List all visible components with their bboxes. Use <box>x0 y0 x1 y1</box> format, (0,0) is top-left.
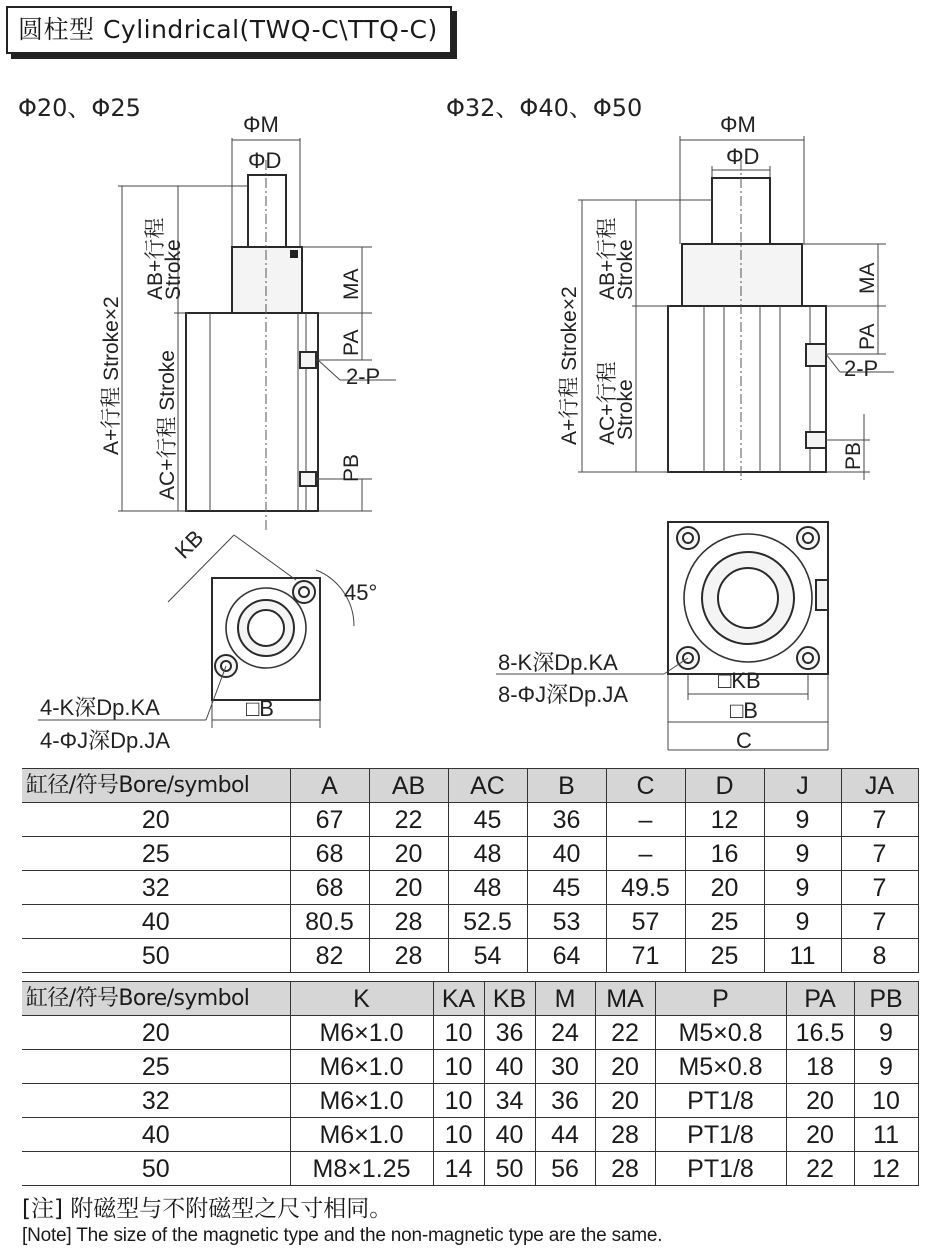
table1-value-cell: 7 <box>841 837 918 871</box>
table2-value-cell: PT1/8 <box>655 1118 786 1152</box>
table2-value-cell: 28 <box>595 1118 655 1152</box>
left-pb-label: PB <box>340 453 363 482</box>
table2-value-cell: 9 <box>854 1050 918 1084</box>
table1-value-cell: 48 <box>448 837 527 871</box>
table1-header-cell: JA <box>841 769 918 803</box>
left-j-label: 4-ΦJ深Dp.JA <box>40 728 171 753</box>
table1-header-cell: 缸径/符号Bore/symbol <box>22 769 290 803</box>
left-ab-stroke-label: Stroke <box>162 239 185 300</box>
right-ma-label: MA <box>856 262 879 294</box>
table1-bore-cell: 20 <box>22 803 290 837</box>
right-ac-label: AC+行程 <box>596 361 619 445</box>
right-j-label: 8-ΦJ深Dp.JA <box>498 682 629 707</box>
table2-value-cell: 10 <box>433 1084 484 1118</box>
right-ac-stroke-label: Stroke <box>614 379 637 440</box>
section-title: 圆柱型 Cylindrical(TWQ-C\TTQ-C) <box>6 6 452 54</box>
right-phiM-label: ΦM <box>720 112 756 137</box>
table2-value-cell: 10 <box>433 1016 484 1050</box>
table2-header-row <box>22 982 918 1016</box>
left-phiM-label: ΦM <box>243 112 279 137</box>
left-b-label: □B <box>246 696 274 721</box>
table1-header-cell: A <box>290 769 369 803</box>
table2-header-cell: P <box>655 982 786 1016</box>
table1-value-cell: 54 <box>448 939 527 973</box>
table1-value-cell: 20 <box>369 837 448 871</box>
left-heading: Φ20、Φ25 <box>18 94 141 122</box>
table1-header-cell: B <box>527 769 606 803</box>
table2-value-cell: 11 <box>854 1118 918 1152</box>
table1-value-cell: 20 <box>369 871 448 905</box>
right-cylinder-body <box>668 306 826 472</box>
table2-value-cell: 22 <box>786 1152 854 1186</box>
table1-value-cell: 36 <box>527 803 606 837</box>
table2-value-cell: 22 <box>595 1016 655 1050</box>
table2-row <box>22 1118 918 1152</box>
table1-value-cell: 9 <box>764 803 841 837</box>
right-a-label: A+行程 Stroke×2 <box>558 286 581 445</box>
table1-value-cell: 52.5 <box>448 905 527 939</box>
table2-value-cell: 12 <box>854 1152 918 1186</box>
left-p-label: 2-P <box>346 364 381 389</box>
table1-row <box>22 837 918 871</box>
table1-value-cell: 68 <box>290 871 369 905</box>
table2-header-cell: K <box>290 982 433 1016</box>
table2-value-cell: M5×0.8 <box>655 1016 786 1050</box>
table1-value-cell: 45 <box>448 803 527 837</box>
table1-value-cell: 7 <box>841 803 918 837</box>
right-phiD-label: ΦD <box>726 144 760 169</box>
table2-header-cell: 缸径/符号Bore/symbol <box>22 982 290 1016</box>
table2-value-cell: M6×1.0 <box>290 1118 433 1152</box>
table2-header-cell: PA <box>786 982 854 1016</box>
table2-header-cell: PB <box>854 982 918 1016</box>
table2-bore-cell: 20 <box>22 1016 290 1050</box>
table1-header-cell: D <box>685 769 764 803</box>
table2-value-cell: M6×1.0 <box>290 1084 433 1118</box>
table2-value-cell: 28 <box>595 1152 655 1186</box>
table2-bore-cell: 50 <box>22 1152 290 1186</box>
table1-header-cell: AC <box>448 769 527 803</box>
table1-value-cell: 25 <box>685 939 764 973</box>
right-p-label: 2-P <box>844 356 879 381</box>
table2-bore-cell: 32 <box>22 1084 290 1118</box>
left-a-label: A+行程 Stroke×2 <box>100 296 123 455</box>
table1-value-cell: 9 <box>764 905 841 939</box>
table1-bore-cell: 32 <box>22 871 290 905</box>
table2-value-cell: 34 <box>484 1084 535 1118</box>
dimension-table-2 <box>22 981 919 1186</box>
table2-row <box>22 1016 918 1050</box>
table2-header-cell: M <box>535 982 595 1016</box>
left-pa-label: PA <box>340 329 363 356</box>
right-ab-stroke-label: Stroke <box>614 239 637 300</box>
table1-value-cell: 53 <box>527 905 606 939</box>
table1-value-cell: 45 <box>527 871 606 905</box>
table1-value-cell: 16 <box>685 837 764 871</box>
right-k-label: 8-K深Dp.KA <box>498 650 618 675</box>
table1-value-cell: 9 <box>764 837 841 871</box>
table1-value-cell: 8 <box>841 939 918 973</box>
table2-value-cell: 20 <box>595 1084 655 1118</box>
table2-value-cell: M6×1.0 <box>290 1016 433 1050</box>
table1-header-cell: J <box>764 769 841 803</box>
right-b-label: □B <box>730 698 758 723</box>
table1-value-cell: 20 <box>685 871 764 905</box>
table1-row <box>22 871 918 905</box>
right-c-label: C <box>736 728 752 753</box>
right-ab-label: AB+行程 <box>596 217 619 300</box>
table2-value-cell: 14 <box>433 1152 484 1186</box>
table2-value-cell: M6×1.0 <box>290 1050 433 1084</box>
left-kb-label: KB <box>169 525 209 564</box>
left-angle-label: 45° <box>344 580 378 605</box>
right-kb-label: □KB <box>718 668 761 693</box>
table1-value-cell: 49.5 <box>606 871 685 905</box>
table2-value-cell: 24 <box>535 1016 595 1050</box>
table2-row <box>22 1050 918 1084</box>
table1-header-cell: C <box>606 769 685 803</box>
table2-header-cell: KA <box>433 982 484 1016</box>
table2-value-cell: 50 <box>484 1152 535 1186</box>
table1-value-cell: 7 <box>841 871 918 905</box>
table2-value-cell: PT1/8 <box>655 1152 786 1186</box>
left-phiD-label: ΦD <box>248 148 282 173</box>
table2-value-cell: 18 <box>786 1050 854 1084</box>
table2-value-cell: 10 <box>854 1084 918 1118</box>
table1-value-cell: 80.5 <box>290 905 369 939</box>
right-pb-label: PB <box>842 441 865 470</box>
table2-row <box>22 1084 918 1118</box>
table1-value-cell: 57 <box>606 905 685 939</box>
table1-value-cell: 67 <box>290 803 369 837</box>
table1-row <box>22 905 918 939</box>
table1-value-cell: – <box>606 803 685 837</box>
right-heading: Φ32、Φ40、Φ50 <box>446 94 643 122</box>
table1-bore-cell: 50 <box>22 939 290 973</box>
table2-bore-cell: 40 <box>22 1118 290 1152</box>
table2-header-cell: MA <box>595 982 655 1016</box>
left-ac-label: AC+行程 Stroke <box>156 350 179 500</box>
table1-value-cell: 40 <box>527 837 606 871</box>
right-end-view <box>668 522 828 674</box>
right-pa-label: PA <box>856 323 879 350</box>
table2-value-cell: 40 <box>484 1050 535 1084</box>
table2-value-cell: 36 <box>484 1016 535 1050</box>
table1-value-cell: – <box>606 837 685 871</box>
table1-bore-cell: 25 <box>22 837 290 871</box>
table2-row <box>22 1152 918 1186</box>
table2-bore-cell: 25 <box>22 1050 290 1084</box>
table1-value-cell: 25 <box>685 905 764 939</box>
table1-value-cell: 64 <box>527 939 606 973</box>
table2-value-cell: PT1/8 <box>655 1084 786 1118</box>
left-end-view <box>212 578 320 700</box>
table2-value-cell: 10 <box>433 1118 484 1152</box>
note-chinese: [注] 附磁型与不附磁型之尺寸相同。 <box>22 1196 393 1222</box>
table1-row <box>22 939 918 973</box>
table1-value-cell: 28 <box>369 939 448 973</box>
table1-value-cell: 68 <box>290 837 369 871</box>
table2-value-cell: 9 <box>854 1016 918 1050</box>
table2-header-cell: KB <box>484 982 535 1016</box>
table1-value-cell: 48 <box>448 871 527 905</box>
left-piston-rod <box>248 175 286 247</box>
table2-value-cell: 16.5 <box>786 1016 854 1050</box>
dimension-drawings <box>0 60 940 765</box>
table1-value-cell: 12 <box>685 803 764 837</box>
table2-value-cell: 20 <box>595 1050 655 1084</box>
table1-row <box>22 803 918 837</box>
table1-value-cell: 7 <box>841 905 918 939</box>
table2-value-cell: 20 <box>786 1118 854 1152</box>
table1-value-cell: 11 <box>764 939 841 973</box>
left-k-label: 4-K深Dp.KA <box>40 695 160 720</box>
table2-value-cell: 36 <box>535 1084 595 1118</box>
table2-value-cell: 30 <box>535 1050 595 1084</box>
table1-bore-cell: 40 <box>22 905 290 939</box>
table2-value-cell: M5×0.8 <box>655 1050 786 1084</box>
dimension-table-1 <box>22 768 919 973</box>
table2-value-cell: 10 <box>433 1050 484 1084</box>
table1-header-row <box>22 769 918 803</box>
table1-value-cell: 82 <box>290 939 369 973</box>
table2-value-cell: 44 <box>535 1118 595 1152</box>
note-english: [Note] The size of the magnetic type and the non-magnetic type are the same. <box>22 1225 663 1246</box>
left-ma-label: MA <box>340 268 363 300</box>
table2-value-cell: 40 <box>484 1118 535 1152</box>
table1-value-cell: 71 <box>606 939 685 973</box>
right-rod-cover <box>682 244 802 306</box>
table2-value-cell: 56 <box>535 1152 595 1186</box>
table1-value-cell: 9 <box>764 871 841 905</box>
table1-header-cell: AB <box>369 769 448 803</box>
left-ab-label: AB+行程 <box>144 217 167 300</box>
table1-value-cell: 28 <box>369 905 448 939</box>
table1-value-cell: 22 <box>369 803 448 837</box>
table2-value-cell: 20 <box>786 1084 854 1118</box>
table2-value-cell: M8×1.25 <box>290 1152 433 1186</box>
